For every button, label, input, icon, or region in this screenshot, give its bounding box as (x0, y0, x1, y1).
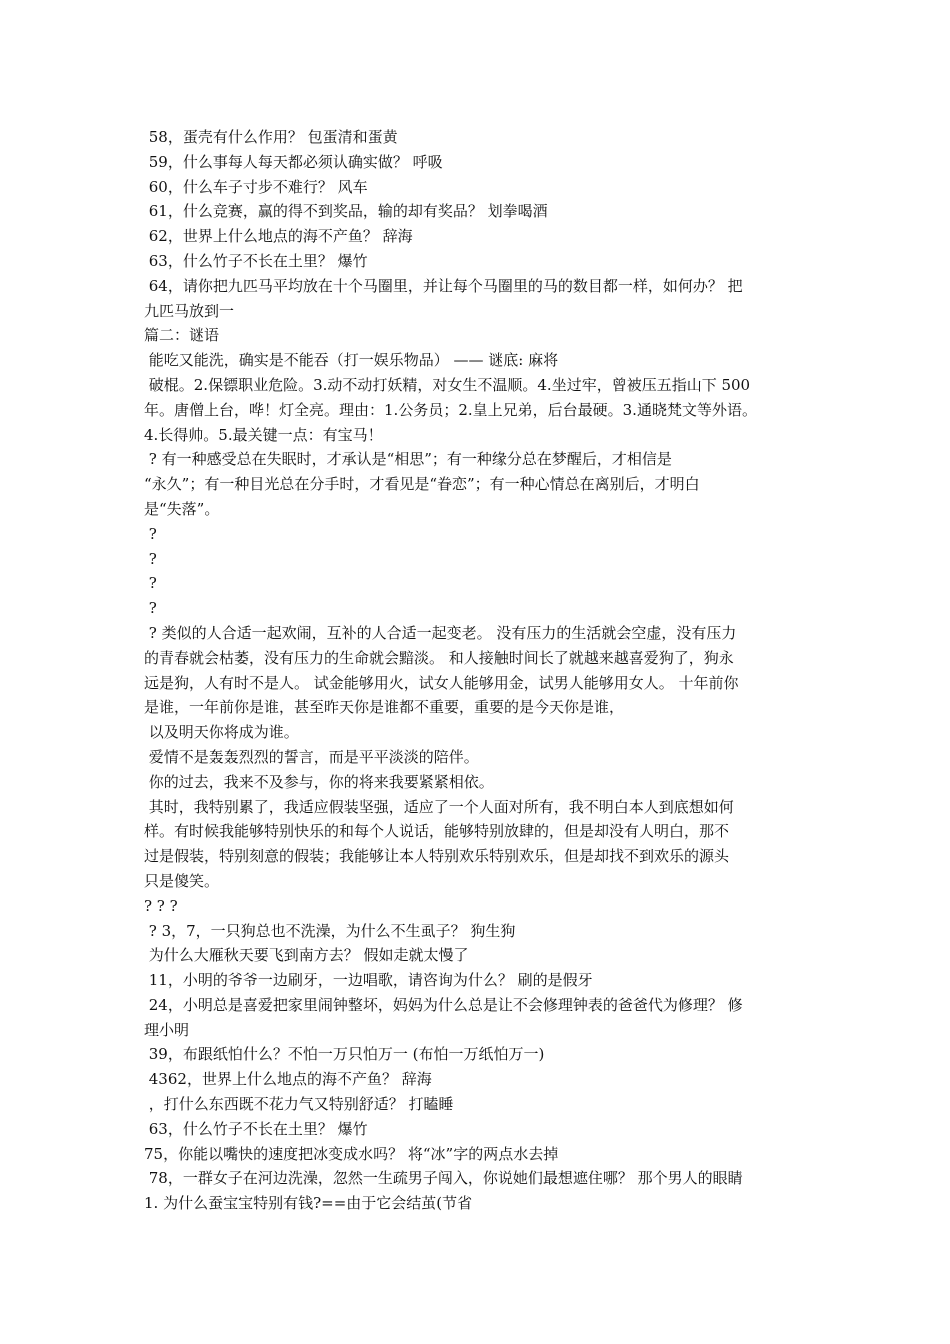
section-heading: 篇二：谜语 (144, 326, 220, 345)
text-line: 39，布跟纸怕什么？不怕一万只怕万一 (布怕一万纸怕万一) (144, 1045, 545, 1064)
text-line: 63，什么竹子不长在土里？ 爆竹 (144, 251, 368, 270)
text-line: 样。有时候我能够特别快乐的和每个人说话，能够特别放肆的，但是却没有人明白，那不 (144, 822, 730, 841)
text-line: ? 有一种感受总在失眠时，才承认是“相思”；有一种缘分总在梦醒后，才相信是 (144, 450, 672, 469)
text-line: ，打什么东西既不花力气又特别舒适？ 打瞌睡 (144, 1095, 454, 1114)
text-line: 4362，世界上什么地点的海不产鱼？ 辞海 (144, 1070, 432, 1089)
text-line: 破棍。2.保镖职业危险。3.动不动打妖精，对女生不温顺。4.坐过牢，曾被压五指山下 500 (144, 375, 751, 394)
text-line: 是谁，一年前你是谁，甚至昨天你是谁都不重要，重要的是今天你是谁， (144, 698, 625, 717)
text-line: ? ? ? (144, 896, 178, 915)
text-line: 78，一群女子在河边洗澡，忽然一生疏男子闯入，你说她们最想遮住哪？ 那个男人的眼睛 (144, 1169, 743, 1188)
text-line: 24，小明总是喜爱把家里闹钟整坏，妈妈为什么总是让不会修理钟表的爸爸代为修理？ 修 (144, 995, 743, 1014)
text-line: 你的过去，我来不及参与，你的将来我要紧紧相依。 (144, 772, 494, 791)
text-line: 59，什么事每人每天都必须认确实做？ 呼吸 (144, 152, 443, 171)
text-line: 4.长得帅。5.最关键一点：有宝马！ (144, 425, 383, 444)
text-line: 理小明 (144, 1020, 190, 1039)
text-line: 年。唐僧上台，哗！灯全亮。理由：1.公务员；2.皇上兄弟，后台最硬。3.通晓梵文等外语。 (144, 400, 757, 419)
text-line: 爱情不是轰轰烈烈的誓言，而是平平淡淡的陪伴。 (144, 747, 479, 766)
text-line: 63，什么竹子不长在土里？ 爆竹 (144, 1119, 368, 1138)
text-line: ? (144, 549, 157, 568)
text-line: ? (144, 524, 157, 543)
text-line: 64，请你把九匹马平均放在十个马圈里，并让每个马圈里的马的数目都一样，如何办？ 把 (144, 276, 743, 295)
text-line: 1. 为什么蚕宝宝特别有钱?==由于它会结茧(节省 (144, 1194, 473, 1213)
text-line: ? (144, 574, 157, 593)
text-line: 其时，我特别累了，我适应假装坚强，适应了一个人面对所有，我不明白本人到底想如何 (144, 797, 734, 816)
text-line: 61，什么竞赛，赢的得不到奖品，输的却有奖品？ 划拳喝酒 (144, 202, 548, 221)
text-line: 过是假装，特别刻意的假装；我能够让本人特别欢乐特别欢乐，但是却找不到欢乐的源头 (144, 847, 730, 866)
text-line: 60，什么车子寸步不难行？ 风车 (144, 177, 368, 196)
text-line: 是“失落”。 (144, 499, 220, 518)
text-line: 11，小明的爷爷一边刷牙，一边唱歌，请咨询为什么？ 刷的是假牙 (144, 971, 593, 990)
text-line: ? 3，7，一只狗总也不洗澡，为什么不生虱子？ 狗生狗 (144, 921, 516, 940)
text-line: 62，世界上什么地点的海不产鱼？ 辞海 (144, 227, 413, 246)
text-line: 为什么大雁秋天要飞到南方去？ 假如走就太慢了 (144, 946, 469, 965)
text-line: 能吃又能洗，确实是不能吞（打一娱乐物品） —— 谜底: 麻将 (144, 351, 559, 370)
text-line: 以及明天你将成为谁。 (144, 723, 299, 742)
text-line: 的青春就会枯萎，没有压力的生命就会黯淡。 和人接触时间长了就越来越喜爱狗了，狗永 (144, 648, 734, 667)
text-line: 58，蛋壳有什么作用？ 包蛋清和蛋黄 (144, 128, 398, 146)
text-line: 九匹马放到一 (144, 301, 235, 320)
text-line: “永久”；有一种目光总在分手时，才看见是“眷恋”；有一种心情总在离别后，才明白 (144, 475, 700, 494)
text-line: ? 类似的人合适一起欢闹，互补的人合适一起变老。 没有压力的生活就会空虚，没有压力 (144, 623, 737, 642)
document-body (144, 125, 816, 1216)
text-line: 远是狗，人有时不是人。 试金能够用火，试女人能够用金，试男人能够用女人。 十年前你 (144, 673, 739, 692)
text-line: 75，你能以嘴快的速度把冰变成水吗？ 将“冰”字的两点水去掉 (144, 1144, 559, 1163)
text-line: ? (144, 599, 157, 618)
text-line: 只是傻笑。 (144, 871, 220, 890)
